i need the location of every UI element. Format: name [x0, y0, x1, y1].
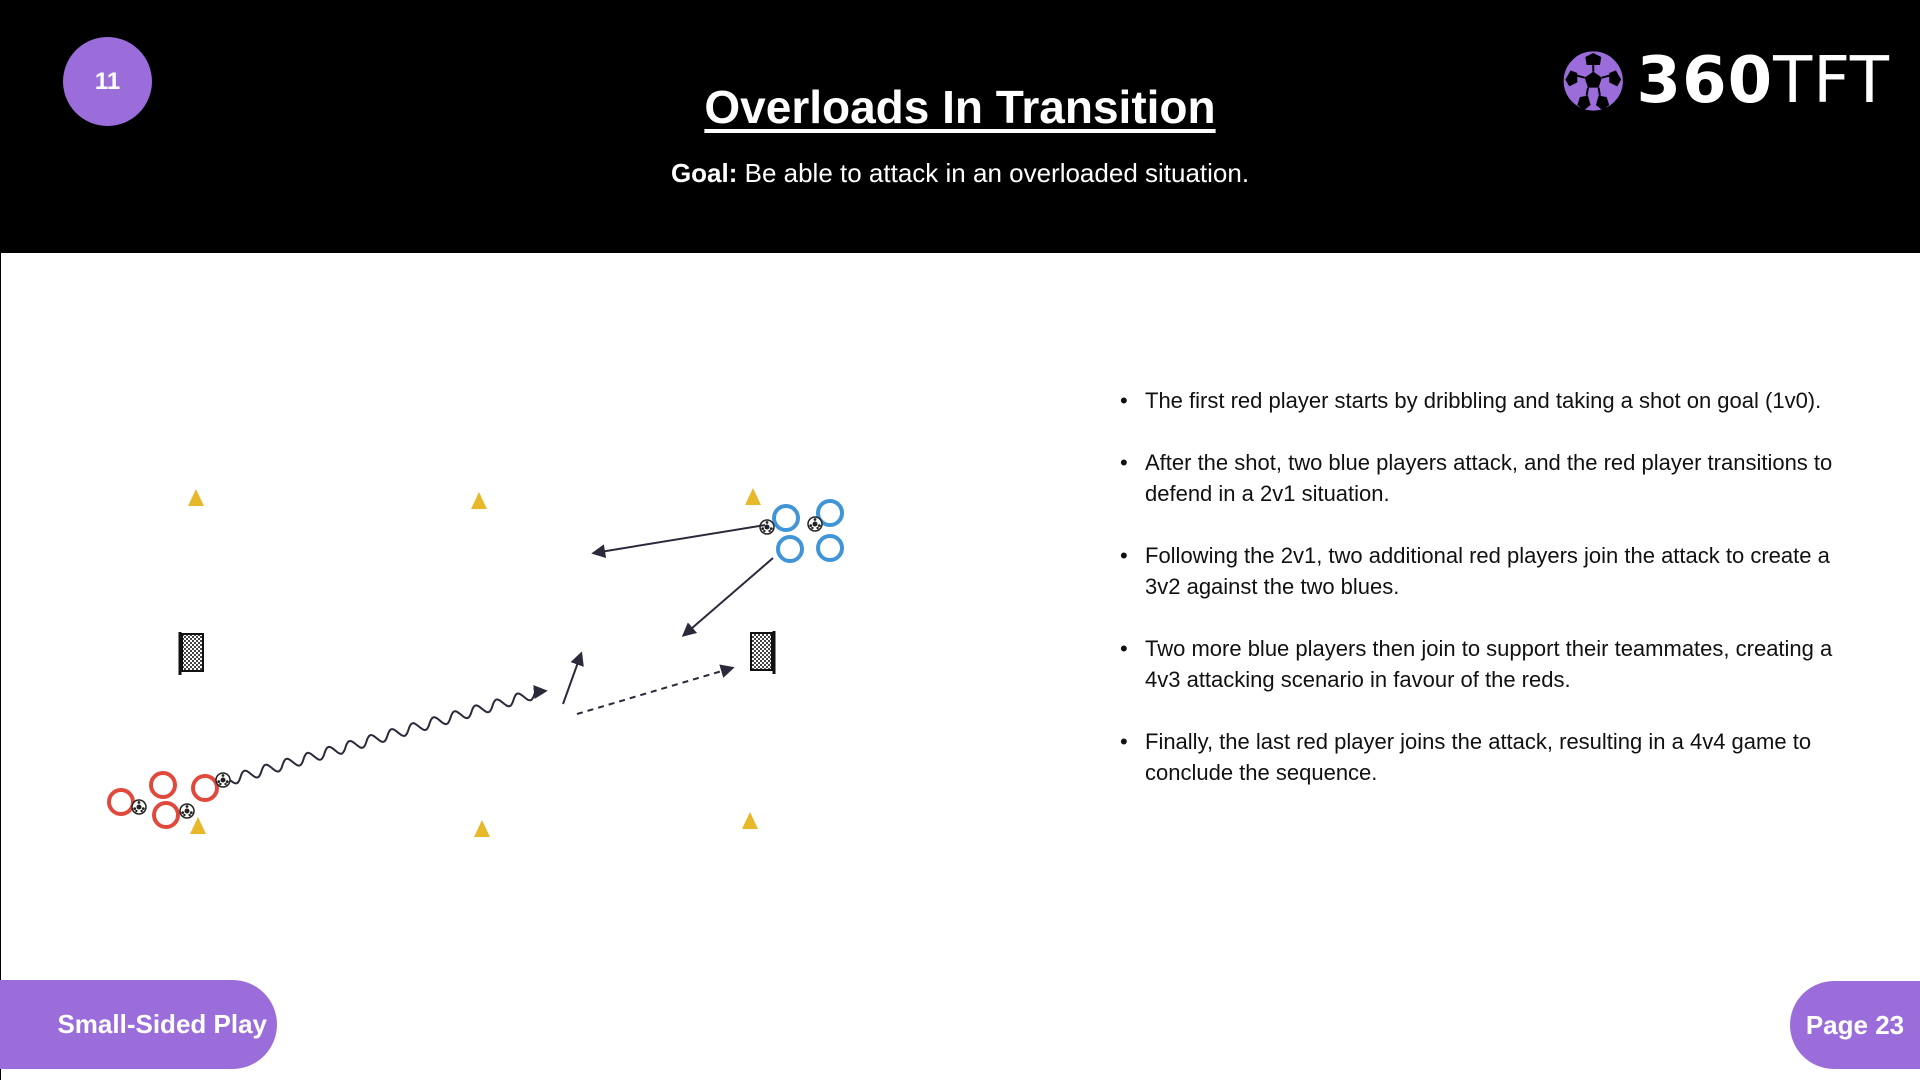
- brand-wordmark-bold: 360: [1636, 44, 1774, 118]
- page-number-tab: [1790, 981, 1920, 1069]
- player-marker-icon: [154, 803, 178, 827]
- player-marker-icon: [818, 536, 842, 560]
- instruction-item: • Following the 2v1, two additional red players join the attack to create a 3v2 against the two blues.: [1120, 540, 1860, 602]
- goal-text: Be able to attack in an overloaded situation.: [737, 158, 1250, 188]
- section-label: Small-Sided Play: [57, 1009, 267, 1039]
- instruction-item: • After the shot, two blue players attack, and the red player transitions to defend in a 2v1 situation.: [1120, 447, 1860, 509]
- cone-icon: [190, 817, 206, 834]
- mini-goal-icon: [751, 631, 774, 674]
- pass-arrow: [594, 525, 765, 553]
- brand-logo: [1560, 36, 1890, 126]
- player-marker-icon: [193, 776, 217, 800]
- section-tab: [0, 980, 277, 1069]
- instruction-item: • Finally, the last red player joins the attack, resulting in a 4v4 game to conclude the sequence.: [1120, 726, 1860, 788]
- page-left-border: [0, 253, 1, 1080]
- drill-number-badge: 11: [63, 37, 152, 126]
- ball-icon: [132, 800, 146, 814]
- ball-icon: [808, 517, 822, 531]
- player-marker-icon: [151, 773, 175, 797]
- shot-arrow: [577, 668, 732, 714]
- player-marker-icon: [109, 790, 133, 814]
- cone-icon: [745, 488, 761, 505]
- ball-icon: [180, 804, 194, 818]
- brand-wordmark: [1637, 44, 1890, 118]
- ball-icon: [760, 520, 774, 534]
- ball-icon: [216, 773, 230, 787]
- brand-wordmark-light: TFT: [1773, 44, 1890, 118]
- instructions-list: [1120, 385, 1860, 819]
- goal-label: Goal:: [670, 158, 738, 188]
- player-marker-icon: [778, 537, 802, 561]
- player-marker-icon: [774, 506, 798, 530]
- run-arrow: [684, 558, 773, 635]
- cone-icon: [742, 812, 758, 829]
- page-label: Page 23: [1805, 1009, 1905, 1040]
- soccer-ball-icon: [1560, 37, 1627, 125]
- cone-icon: [474, 820, 490, 837]
- cone-icon: [188, 489, 204, 506]
- instruction-item: • The first red player starts by dribbling and taking a shot on goal (1v0).: [1120, 385, 1860, 416]
- mini-goal-icon: [180, 632, 203, 675]
- goal-statement: [0, 158, 1920, 189]
- header-bar: [0, 0, 1920, 253]
- instruction-item: • Two more blue players then join to support their teammates, creating a 4v3 attacking scenario in favour of the reds.: [1120, 633, 1860, 695]
- dribble-path: [230, 690, 545, 784]
- cone-icon: [471, 492, 487, 509]
- run-arrow: [563, 654, 581, 704]
- page-title: Overloads In Transition: [704, 81, 1216, 133]
- drill-diagram: [90, 470, 890, 870]
